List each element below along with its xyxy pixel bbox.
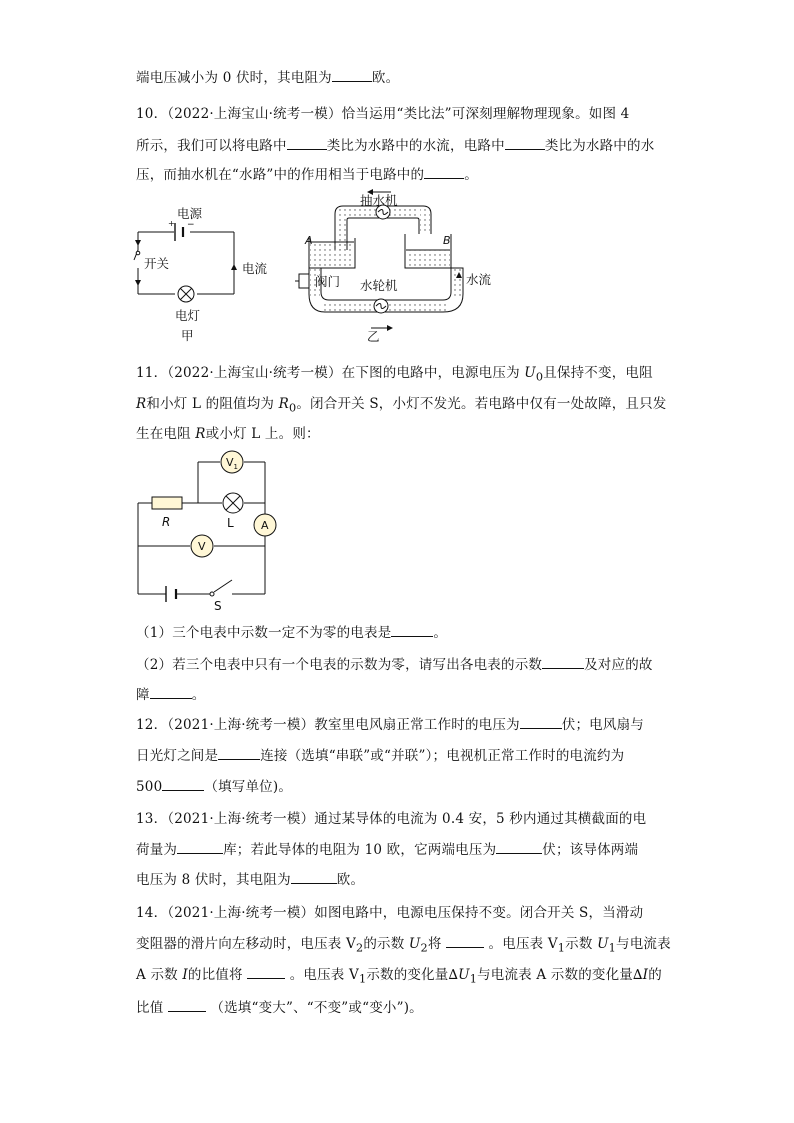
q10-line-3 xyxy=(136,163,478,183)
q11-text: 且保持不变，电阻 xyxy=(543,365,653,381)
q11-text: 11．（2022·上海宝山·统考一模）在下图的电路中，电源电压为 xyxy=(136,365,525,381)
answer-blank[interactable] xyxy=(162,778,204,791)
q13-line-2 xyxy=(136,838,638,858)
label-r: R xyxy=(162,515,171,529)
var-i: I xyxy=(642,967,649,983)
answer-blank[interactable] xyxy=(168,999,206,1012)
var-u: U xyxy=(524,365,536,381)
q10-text: 压，而抽水机在“水路”中的作用相当于电路中的 xyxy=(136,167,425,183)
q14-line-3 xyxy=(136,963,662,986)
q11-text: 和小灯 L 的阻值均为 xyxy=(146,396,279,412)
q10-text: 所示，我们可以将电路中 xyxy=(136,138,287,154)
answer-blank[interactable] xyxy=(496,841,542,854)
var-u1: U xyxy=(458,967,470,983)
label-valve: 阀门 xyxy=(315,274,341,289)
q14-line-4 xyxy=(136,996,423,1016)
answer-blank[interactable] xyxy=(424,166,464,179)
answer-blank[interactable] xyxy=(542,656,584,669)
label-s: S xyxy=(214,599,222,613)
label-switch: 开关 xyxy=(144,256,170,271)
label-l: L xyxy=(227,516,234,530)
sub: 1 xyxy=(608,941,616,955)
q10-text: 类比为水路中的水 xyxy=(544,138,655,154)
q12-line-3 xyxy=(136,775,292,795)
label-lamp: 电灯 xyxy=(175,308,201,323)
figure-circuit-jia xyxy=(128,198,288,348)
q9-text: 端电压减小为 0 伏时，其电阻为 xyxy=(136,70,332,86)
q14-line-2 xyxy=(136,932,671,955)
q9-text-end: 欧。 xyxy=(371,70,400,86)
svg-text:+: + xyxy=(168,219,175,228)
q13-text: 电压为 8 伏时，其电阻为 xyxy=(136,872,291,888)
var-r0: R xyxy=(278,396,289,412)
q12-line-1 xyxy=(136,713,644,733)
q12-text: 500 xyxy=(136,779,163,795)
var-u1: U xyxy=(597,936,609,952)
q10-text: 类比为水路中的水流，电路中 xyxy=(326,138,505,154)
answer-blank[interactable] xyxy=(150,686,192,699)
answer-blank[interactable] xyxy=(332,69,372,82)
q12-text: （填写单位)。 xyxy=(204,779,293,795)
answer-blank[interactable] xyxy=(291,871,337,884)
q14-text: 的比值将 xyxy=(187,967,243,983)
q11-sub-2 xyxy=(136,653,653,673)
q13-text: 荷量为 xyxy=(136,842,178,858)
q13-text: 库；若此导体的电阻为 10 欧，它两端电压为 xyxy=(223,842,497,858)
sub: 2 xyxy=(420,941,428,955)
label-flow: 水流 xyxy=(466,272,492,287)
q12-text: 12．（2021·上海·统考一模）教室里电风扇正常工作时的电压为 xyxy=(136,717,520,733)
q12-text: 日光灯之间是 xyxy=(136,748,219,764)
figure-water-yi xyxy=(293,188,513,348)
q14-text: （选填“变大”、“不变”或“变小”)。 xyxy=(210,1000,423,1016)
q14-text: 。电压表 V xyxy=(488,936,558,952)
q11-text: 或小灯 L 上。则： xyxy=(205,426,320,442)
label-source: 电源 xyxy=(177,206,203,221)
sub: 0 xyxy=(535,370,544,384)
q14-text: 示数 xyxy=(565,936,598,952)
var-r: R xyxy=(195,426,206,442)
label-b: B xyxy=(443,234,451,247)
meter-v1-label: $V_1$ xyxy=(226,456,238,471)
q14-text: A 示数 xyxy=(136,967,183,983)
q11-sub-2-cont xyxy=(136,683,205,703)
answer-blank[interactable] xyxy=(287,137,327,150)
var-i: I xyxy=(182,967,188,983)
q12-text: 连接（选填“串联”或“并联”）；电视机正常工作时的电流约为 xyxy=(260,748,625,764)
answer-blank[interactable] xyxy=(520,716,562,729)
q13-line-1 xyxy=(136,807,646,827)
q14-text: 示数的变化量∆ xyxy=(366,967,459,983)
label-a: A xyxy=(305,234,313,247)
q11-line-2 xyxy=(136,392,667,415)
q13-text: 欧。 xyxy=(336,872,365,888)
answer-blank[interactable] xyxy=(505,137,545,150)
sub: 2 xyxy=(355,941,364,955)
answer-blank[interactable] xyxy=(177,841,223,854)
q12-text: 伏；电风扇与 xyxy=(561,717,644,733)
q10-stem: 10．（2022·上海宝山·统考一模）恰当运用“类比法”可深刻理解物理现象。如图 4 xyxy=(136,106,630,122)
meter-v-label: V xyxy=(198,540,206,553)
q14-text: 与电流表 xyxy=(616,936,671,952)
answer-blank[interactable] xyxy=(247,966,285,979)
q14-text: 的示数 xyxy=(363,936,409,952)
q10-line-2 xyxy=(136,134,654,154)
q11-line-1 xyxy=(136,361,653,384)
label-pump: 抽水机 xyxy=(360,193,398,208)
q14-text: 将 xyxy=(427,936,442,952)
q10-line-1 xyxy=(136,102,629,122)
var-r: R xyxy=(136,396,147,412)
q14-text: 变阻器的滑片向左移动时，电压表 V xyxy=(136,936,356,952)
answer-blank[interactable] xyxy=(218,747,260,760)
caption-yi: 乙 xyxy=(367,329,380,344)
sub: 1 xyxy=(358,972,367,986)
q11-text: 障 xyxy=(136,687,150,703)
caption-jia: 甲 xyxy=(181,328,194,343)
q11-text: 生在电阻 xyxy=(136,426,196,442)
q13-line-3 xyxy=(136,868,364,888)
q11-text: 。 xyxy=(191,687,206,703)
q13-text: 13．（2021·上海·统考一模）通过某导体的电流为 0.4 安，5 秒内通过其横截面的电 xyxy=(136,811,647,827)
q11-text: 及对应的故 xyxy=(584,657,653,673)
answer-blank[interactable] xyxy=(391,624,433,637)
figure-circuit-q11 xyxy=(134,448,284,613)
q12-line-2 xyxy=(136,744,624,764)
meter-a-label: A xyxy=(261,519,269,532)
sub: 0 xyxy=(289,401,297,415)
q14-text: 。电压表 V xyxy=(289,967,359,983)
q14-text: 14．（2021·上海·统考一模）如图电路中，电源电压保持不变。闭合开关 S，当滑动 xyxy=(136,905,644,921)
q14-text: 的 xyxy=(648,967,662,983)
sub: 1 xyxy=(557,941,566,955)
q11-text: 。 xyxy=(433,625,448,641)
q13-text: 伏；该导体两端 xyxy=(542,842,639,858)
label-current: 电流 xyxy=(242,261,268,276)
q11-text: （1）三个电表中示数一定不为零的电表是 xyxy=(136,625,392,641)
answer-blank[interactable] xyxy=(446,935,484,948)
svg-text:−: − xyxy=(187,220,195,230)
q9-tail-line xyxy=(136,66,399,86)
q11-text: 。闭合开关 S，小灯不发光。若电路中仅有一处故障，且只发 xyxy=(296,396,667,412)
label-turbine: 水轮机 xyxy=(360,278,398,293)
q11-line-3 xyxy=(136,422,320,442)
q14-line-1 xyxy=(136,901,643,921)
q11-text: （2）若三个电表中只有一个电表的示数为零，请写出各电表的示数 xyxy=(136,657,543,673)
sub: 1 xyxy=(469,972,478,986)
q14-text: 与电流表 A 示数的变化量∆ xyxy=(477,967,643,983)
var-u2: U xyxy=(408,936,421,952)
q14-text: 比值 xyxy=(136,1000,164,1016)
q11-sub-1 xyxy=(136,621,447,641)
q10-text: 。 xyxy=(464,167,478,183)
